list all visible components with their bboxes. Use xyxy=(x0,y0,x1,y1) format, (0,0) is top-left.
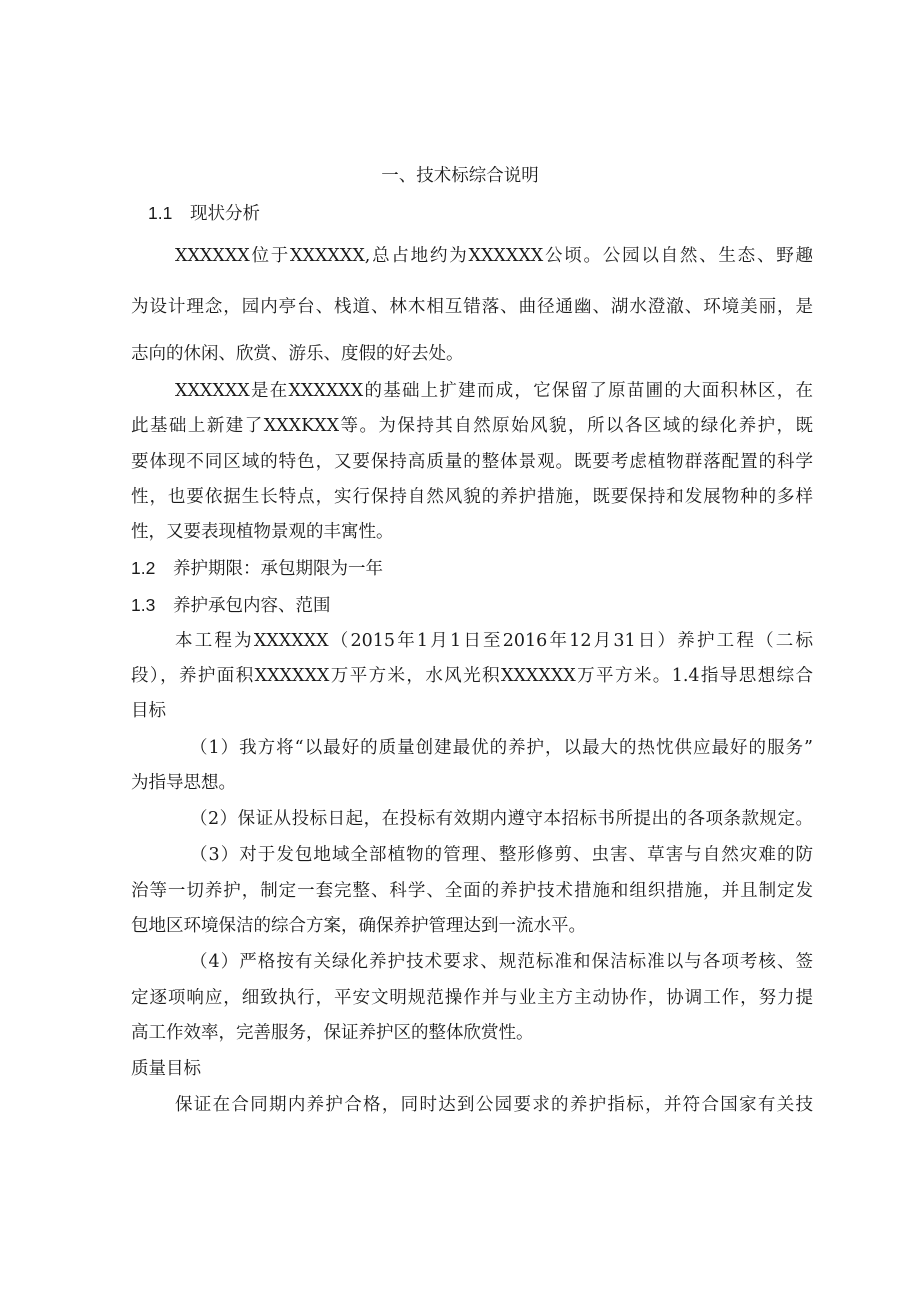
section-heading-1-2 xyxy=(131,557,813,580)
list-item-line: 治等一切养护，制定一套完整、科学、全面的养护技术措施和组织措施，并且制定发 xyxy=(131,881,813,901)
list-item-line: 定逐项响应，细致执行，平安文明规范操作并与业主方主动协作，协调工作，努力提 xyxy=(131,988,813,1008)
list-item-line: 包地区环境保洁的综合方案，确保养护管理达到一流水平。 xyxy=(131,916,586,936)
paragraph-line: 志向的休闲、欣赏、游乐、度假的好去处。 xyxy=(131,344,464,364)
section-heading-1-3 xyxy=(131,594,813,617)
paragraph-line: 此基础上新建了XXXKXX等。为保持其自然原始风貌，所以各区域的绿化养护，既 xyxy=(131,416,813,436)
list-item-line: （2）保证从投标日起，在投标有效期内遵守本招标书所提出的各项条款规定。 xyxy=(190,809,813,829)
section-heading-1-1 xyxy=(148,202,830,225)
paragraph-line: 本工程为XXXXXX（2015年1月1日至2016年12月31日）养护工程（二标 xyxy=(175,631,813,651)
paragraph-line: 要体现不同区域的特色，又要保持高质量的整体景观。既要考虑植物群落配置的科学 xyxy=(131,452,813,472)
subheading-quality-target: 质量目标 xyxy=(131,1059,201,1079)
paragraph-line: 目标 xyxy=(131,701,166,721)
section-number: 1.3 xyxy=(131,595,156,615)
paragraph-line: 段），养护面积XXXXXX万平方米，水风光积XXXXXX万平方米。1.4指导思想综合 xyxy=(131,666,813,686)
paragraph-line: XXXXXX是在XXXXXX的基础上扩建而成，它保留了原苗圃的大面积林区，在 xyxy=(175,381,813,401)
section-title: 养护期限：承包期限为一年 xyxy=(173,559,383,579)
list-item-line: 高工作效率，完善服务，保证养护区的整体欣赏性。 xyxy=(131,1023,534,1043)
section-title: 现状分析 xyxy=(190,204,260,224)
paragraph-line: 为设计理念，园内亭台、栈道、林木相互错落、曲径通幽、湖水澄澈、环境美丽，是 xyxy=(131,297,813,317)
section-title: 养护承包内容、范围 xyxy=(173,596,331,616)
list-item-line: （3）对于发包地域全部植物的管理、整形修剪、虫害、草害与自然灾难的防 xyxy=(190,845,813,865)
paragraph-line: 性，也要依据生长特点，实行保持自然风貌的养护措施，既要保持和发展物种的多样 xyxy=(131,487,813,507)
section-number: 1.1 xyxy=(148,203,173,223)
document-title: 一、技术标综合说明 xyxy=(381,166,539,186)
list-item-line: （1）我方将“以最好的质量创建最优的养护，以最大的热忱供应最好的服务” xyxy=(190,738,813,758)
paragraph-line: 性，又要表现植物景观的丰寓性。 xyxy=(131,522,394,542)
paragraph-line: 保证在合同期内养护合格，同时达到公园要求的养护指标，并符合国家有关技 xyxy=(175,1095,813,1115)
section-number: 1.2 xyxy=(131,558,156,578)
list-item-line: （4）严格按有关绿化养护技术要求、规范标准和保洁标准以与各项考核、签 xyxy=(190,952,813,972)
list-item-line: 为指导思想。 xyxy=(131,773,236,793)
paragraph-line: XXXXXX位于XXXXXX,总占地约为XXXXXX公顷。公园以自然、生态、野趣 xyxy=(175,246,813,266)
